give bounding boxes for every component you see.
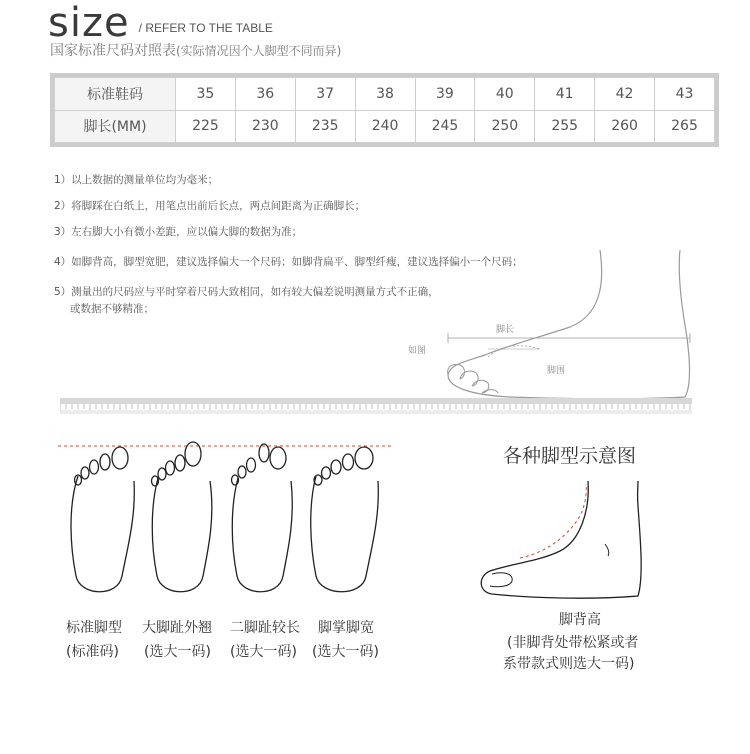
table-cell: 240 bbox=[355, 110, 415, 143]
table-cell: 42 bbox=[595, 78, 655, 111]
foot-standard-icon bbox=[71, 447, 134, 592]
table-cell: 43 bbox=[655, 78, 715, 111]
foot-second-toe-long-icon bbox=[232, 444, 293, 592]
note-item: 2）将脚踩在白纸上，用笔点出前后长点，两点间距离为正确脚长； bbox=[54, 200, 366, 212]
table-cell: 39 bbox=[415, 78, 475, 111]
foot-types-illustration bbox=[58, 436, 403, 606]
table-row-foot-length bbox=[55, 110, 715, 143]
table-cell: 41 bbox=[535, 78, 595, 111]
note-item: 3）左右脚大小有微小差距，应以偏大脚的数据为准； bbox=[54, 226, 303, 238]
foot-types-title: 各种脚型示意图 bbox=[503, 445, 637, 467]
foot-type-name: 脚掌脚宽 bbox=[318, 620, 374, 636]
size-title: size bbox=[48, 0, 130, 46]
table-cell: 35 bbox=[176, 78, 236, 111]
note-item: 或数据不够精准； bbox=[70, 303, 154, 315]
table-cell: 260 bbox=[595, 110, 655, 143]
size-table bbox=[54, 77, 715, 143]
high-instep-caption: 脚背高 bbox=[559, 612, 601, 628]
table-cell: 230 bbox=[235, 110, 295, 143]
note-item: 1）以上数据的测量单位均为毫米； bbox=[54, 174, 219, 186]
row-label-shoe-size: 标准鞋码 bbox=[55, 78, 176, 111]
table-row-shoe-size bbox=[55, 78, 715, 111]
table-cell: 255 bbox=[535, 110, 595, 143]
size-subtitle: / REFER TO THE TABLE bbox=[138, 21, 273, 35]
table-cell: 250 bbox=[475, 110, 535, 143]
subtitle-main: 国家标准尺码对照表 bbox=[50, 43, 176, 59]
table-cell: 40 bbox=[475, 78, 535, 111]
table-cell: 235 bbox=[295, 110, 355, 143]
high-instep-foot-icon bbox=[470, 476, 660, 606]
foot-big-toe-out-icon bbox=[152, 442, 212, 592]
foot-type-name: 大脚趾外翘 bbox=[142, 620, 212, 636]
foot-type-advice: (选大一码) bbox=[230, 644, 297, 660]
table-cell: 265 bbox=[655, 110, 715, 143]
foot-wide-icon bbox=[311, 447, 379, 592]
foot-type-advice: (选大一码) bbox=[312, 644, 379, 660]
length-label: 脚长 bbox=[496, 325, 515, 335]
foot-type-advice: (选大一码) bbox=[144, 644, 211, 660]
table-cell: 36 bbox=[235, 78, 295, 111]
width-label: 如图 bbox=[408, 346, 427, 356]
subtitle-paren: (实际情况因个人脚型不同而异) bbox=[176, 44, 342, 58]
foot-type-name: 二脚趾较长 bbox=[230, 620, 300, 636]
measuring-ruler bbox=[60, 396, 692, 416]
table-cell: 225 bbox=[176, 110, 236, 143]
table-cell: 37 bbox=[295, 78, 355, 111]
table-cell: 38 bbox=[355, 78, 415, 111]
note-item: 4）如脚背高，脚型宽肥，建议选择偏大一个尺码；如脚背扁平、脚型纤瘦，建议选择偏小一个尺码； bbox=[54, 256, 523, 268]
table-cell: 245 bbox=[415, 110, 475, 143]
note-item: 5）测量出的尺码应与平时穿着尺码大致相同，如有较大偏差说明测量方式不正确， bbox=[54, 286, 439, 298]
foot-measure-illustration bbox=[400, 245, 705, 405]
chart-subtitle bbox=[50, 40, 341, 60]
foot-type-name: 标准脚型 bbox=[66, 620, 122, 636]
high-instep-advice-line2: 系带款式则选大一码) bbox=[503, 656, 635, 672]
foot-type-advice: (标准码) bbox=[66, 644, 119, 660]
size-table-frame bbox=[50, 73, 719, 147]
girth-label: 脚围 bbox=[547, 366, 566, 376]
row-label-foot-length: 脚长(MM) bbox=[55, 110, 176, 143]
high-instep-advice-line1: (非脚背处带松紧或者 bbox=[507, 635, 639, 651]
